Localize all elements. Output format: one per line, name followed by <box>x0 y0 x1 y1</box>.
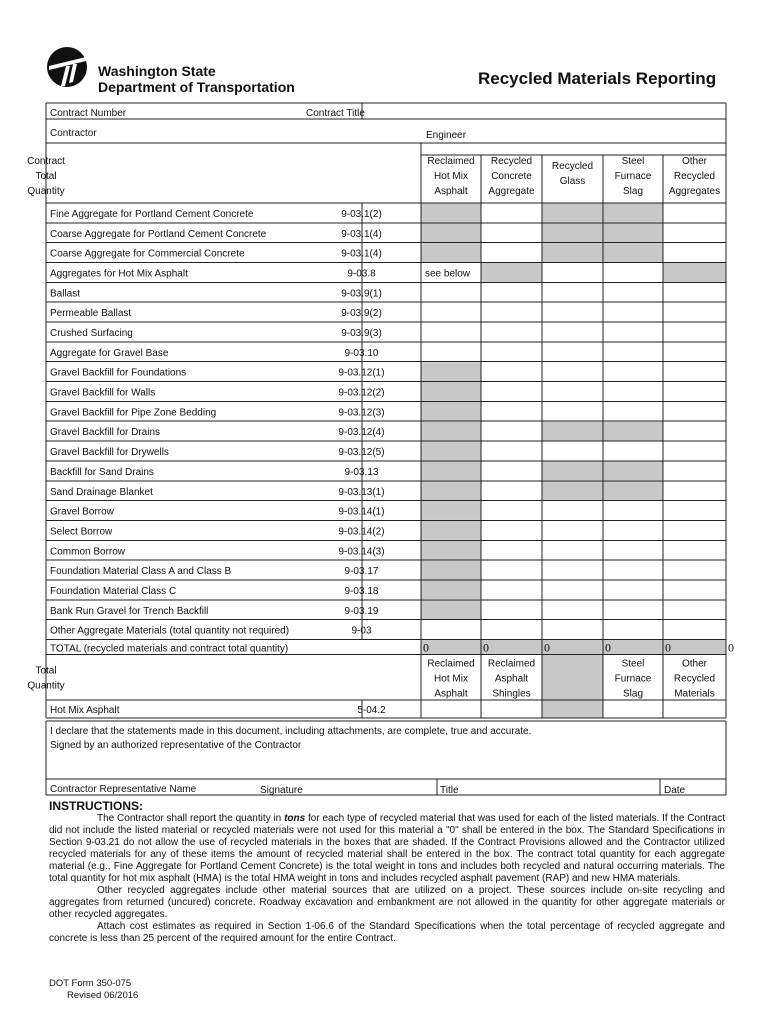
shaded-cell <box>422 243 481 262</box>
shaded-cell <box>422 541 481 560</box>
shaded-cell <box>422 402 481 421</box>
hma-quantity-cell[interactable] <box>603 700 663 718</box>
hma-column-header-5: Other <box>681 658 708 670</box>
hma-column-header-1: Reclaimed <box>427 658 475 670</box>
instructions-paragraph-2: Other recycled aggregates include other material sources that are utilized on a project. These sources include on-site recycling and aggregates from returned (uncured) concrete. Roadway excavation and embankment are not allowed in the quantity for other aggregate materials or other recycled aggregates. <box>49 885 725 920</box>
instructions-heading: INSTRUCTIONS: <box>49 799 143 813</box>
spec-section: 9-03.8 <box>347 268 376 280</box>
reporting-table <box>27 103 734 796</box>
row-label: Crushed Surfacing <box>50 328 133 340</box>
quantity-cell[interactable] <box>481 302 542 322</box>
quantity-cell[interactable] <box>663 223 726 243</box>
row-label: Aggregates for Hot Mix Asphalt <box>50 268 188 280</box>
hma-column-header-6: Total <box>35 665 57 677</box>
quantity-cell[interactable] <box>603 362 663 382</box>
quantity-cell[interactable] <box>421 302 481 322</box>
hma-column-header-4: Steel <box>621 658 645 670</box>
hma-column-header-1: Hot Mix <box>434 673 468 685</box>
quantity-cell[interactable] <box>663 282 726 302</box>
hma-quantity-cell[interactable] <box>663 700 726 718</box>
hma-column-header-6: Quantity <box>27 680 65 692</box>
quantity-cell[interactable] <box>481 441 542 461</box>
row-label: Foundation Material Class A and Class B <box>50 566 232 578</box>
quantity-cell[interactable] <box>603 441 663 461</box>
quantity-cell[interactable] <box>663 461 726 481</box>
column-header-1: Asphalt <box>434 186 468 197</box>
contractor-field[interactable] <box>46 119 421 143</box>
quantity-cell[interactable] <box>481 362 542 382</box>
shaded-cell <box>482 263 542 282</box>
spec-section: 9-03 <box>351 625 372 637</box>
hma-column-header-2: Asphalt <box>494 673 529 685</box>
column-header-4: Furnace <box>614 171 652 182</box>
total-value: 0 <box>544 640 550 655</box>
quantity-cell[interactable] <box>481 382 542 402</box>
shaded-cell <box>604 223 663 242</box>
column-header-5: Recycled <box>673 171 716 182</box>
shaded-cell <box>422 640 481 654</box>
hma-row-label: Hot Mix Asphalt <box>50 705 120 716</box>
quantity-cell[interactable] <box>603 282 663 302</box>
row-label: Gravel Backfill for Drywells <box>50 447 169 459</box>
instructions-paragraph-1: The Contractor shall report the quantity in tons for each type of recycled material that was used for each of the listed materials. If the Contract did not include the listed material or recycled materials were not used for this material a "0" shall be entered in the box. The Standard Specifications in Section 9-03.21 do not allow the use of recycled materials in the boxes that are shaded. If the Contract Provisions allowed and the Contractor utilized recycled materials for any of these items the amount of recycled material shall be entered in the box. The contract total quantity for each aggregate material (e.g., Fine Aggregate for Portland Cement Concrete) is the total weight in tons and includes both recycled and natural occurring materials. The total quantity for hot mix asphalt (HMA) is the total HMA weight in tons and includes recycled asphalt pavement (RAP) and new HMA materials. <box>49 813 726 884</box>
shaded-cell <box>543 204 603 223</box>
agency-name-line1: Washington State <box>98 63 216 79</box>
title-label: Title <box>440 785 459 796</box>
quantity-cell[interactable] <box>542 263 603 283</box>
total-value: 0 <box>665 640 671 655</box>
quantity-cell[interactable] <box>663 580 726 600</box>
quantity-cell[interactable] <box>542 401 603 421</box>
row-label: Coarse Aggregate for Commercial Concrete <box>50 248 245 260</box>
shaded-cell <box>422 223 481 242</box>
shaded-cell <box>604 461 663 480</box>
engineer-field[interactable] <box>421 119 726 143</box>
row-label: Gravel Backfill for Pipe Zone Bedding <box>50 407 217 419</box>
shaded-cell <box>422 521 481 540</box>
spec-section: 9-03.12(3) <box>338 407 385 419</box>
shaded-cell <box>422 382 481 401</box>
row-label: Coarse Aggregate for Portland Cement Concrete <box>50 228 267 240</box>
quantity-cell[interactable] <box>481 421 542 441</box>
signature-field[interactable] <box>256 753 437 779</box>
date-label: Date <box>664 785 686 796</box>
hma-column-header-2: Reclaimed <box>487 658 536 670</box>
shaded-cell <box>422 442 481 461</box>
shaded-cell <box>543 640 603 654</box>
quantity-cell[interactable] <box>663 421 726 441</box>
form-title: Recycled Materials Reporting <box>478 69 717 88</box>
shaded-cell <box>422 481 481 500</box>
hma-column-header-5: Materials <box>674 688 715 700</box>
column-header-5: Other <box>681 156 708 167</box>
quantity-cell[interactable] <box>663 441 726 461</box>
total-value: 0 <box>423 640 429 655</box>
spec-section: 9-03.19 <box>344 605 379 617</box>
shaded-cell <box>604 640 663 654</box>
shaded-cell <box>543 655 603 718</box>
shaded-cell <box>604 204 663 223</box>
quantity-cell[interactable] <box>421 620 481 640</box>
row-label: Gravel Backfill for Walls <box>50 387 156 399</box>
row-label: Foundation Material Class C <box>50 585 177 597</box>
quantity-cell[interactable] <box>481 560 542 580</box>
form-number: DOT Form 350-075 <box>49 978 132 989</box>
shaded-cell <box>422 461 481 480</box>
contract-title-field[interactable] <box>362 103 726 119</box>
quantity-cell[interactable] <box>603 342 663 362</box>
shaded-cell <box>482 640 542 654</box>
wsdot-logo <box>46 46 92 88</box>
spec-section: 9-03.13(1) <box>338 486 385 498</box>
shaded-cell <box>422 204 481 223</box>
column-header-1: Reclaimed <box>427 156 475 167</box>
quantity-cell[interactable] <box>481 600 542 620</box>
spec-section: 9-03.12(4) <box>338 427 385 439</box>
quantity-cell[interactable] <box>542 560 603 580</box>
hma-column-header-4: Slag <box>622 688 644 700</box>
quantity-cell[interactable] <box>663 362 726 382</box>
shaded-cell <box>604 422 663 441</box>
spec-section: 9-03.1(4) <box>341 248 382 260</box>
quantity-cell[interactable] <box>663 322 726 342</box>
quantity-cell[interactable] <box>603 401 663 421</box>
hma-column-header-2: Shingles <box>492 688 531 700</box>
signature-label: Signature <box>260 785 303 796</box>
quantity-cell[interactable] <box>542 382 603 402</box>
spec-section: 9-03.1(2) <box>341 209 382 220</box>
quantity-cell[interactable] <box>481 282 542 302</box>
shaded-cell <box>543 461 603 480</box>
quantity-cell[interactable] <box>603 580 663 600</box>
quantity-cell[interactable] <box>663 620 726 640</box>
column-header-2: Aggregate <box>488 186 535 197</box>
row-label: Common Borrow <box>50 546 126 558</box>
column-header-5: Aggregates <box>668 186 721 197</box>
quantity-cell[interactable] <box>663 481 726 501</box>
row-label: Permeable Ballast <box>50 308 132 320</box>
quantity-cell[interactable] <box>603 620 663 640</box>
quantity-cell[interactable] <box>421 282 481 302</box>
column-header-6: Contract <box>27 156 65 167</box>
quantity-cell[interactable] <box>481 481 542 501</box>
quantity-cell[interactable] <box>542 302 603 322</box>
quantity-cell[interactable] <box>603 382 663 402</box>
shaded-cell <box>422 422 481 441</box>
quantity-cell[interactable] <box>542 540 603 560</box>
shaded-cell <box>604 481 663 500</box>
quantity-cell[interactable] <box>603 263 663 283</box>
quantity-cell[interactable] <box>481 223 542 243</box>
quantity-cell[interactable] <box>542 441 603 461</box>
quantity-cell[interactable] <box>542 282 603 302</box>
rep-name-label: Contractor Representative Name <box>50 784 197 795</box>
hma-column-header-5: Recycled <box>673 673 716 685</box>
row-label: Fine Aggregate for Portland Cement Concrete <box>50 209 254 220</box>
quantity-cell[interactable] <box>481 620 542 640</box>
quantity-cell[interactable] <box>481 243 542 263</box>
revision-date: Revised 06/2016 <box>67 990 139 1001</box>
spec-section: 9-03.14(1) <box>338 506 385 518</box>
spec-section: 9-03.9(3) <box>341 328 382 340</box>
spec-section: 9-03.9(2) <box>341 308 382 320</box>
row-label: Gravel Borrow <box>50 506 114 518</box>
row-label: Ballast <box>50 288 81 300</box>
quantity-cell[interactable] <box>542 600 603 620</box>
quantity-cell[interactable] <box>481 501 542 521</box>
quantity-cell[interactable] <box>663 243 726 263</box>
quantity-cell[interactable] <box>663 203 726 223</box>
shaded-cell <box>543 481 603 500</box>
unit-tons: tons <box>284 813 306 824</box>
rep-name-field[interactable] <box>46 753 256 779</box>
spec-section: 9-03.18 <box>344 585 379 597</box>
row-label: Sand Drainage Blanket <box>50 486 153 498</box>
column-header-2: Concrete <box>491 171 532 182</box>
hma-column-header-4: Furnace <box>614 673 652 685</box>
column-header-1: Hot Mix <box>434 171 468 182</box>
spec-section: 9-03.12(5) <box>338 447 385 459</box>
row-label: Select Borrow <box>50 526 113 538</box>
row-label: Aggregate for Gravel Base <box>50 347 169 359</box>
column-header-3: Recycled <box>551 161 594 172</box>
spec-section: 9-03.12(1) <box>338 367 385 379</box>
quantity-cell[interactable] <box>481 203 542 223</box>
quantity-cell[interactable] <box>421 342 481 362</box>
hma-quantity-cell[interactable] <box>421 700 481 718</box>
form-footer <box>49 978 138 1002</box>
shaded-cell <box>604 243 663 262</box>
quantity-cell[interactable] <box>663 540 726 560</box>
spec-section: 9-03.13 <box>344 466 379 478</box>
shaded-cell <box>543 223 603 242</box>
row-label: Gravel Backfill for Drains <box>50 427 161 439</box>
quantity-cell[interactable] <box>542 580 603 600</box>
quantity-cell[interactable] <box>481 461 542 481</box>
quantity-cell[interactable] <box>481 322 542 342</box>
shaded-cell <box>422 561 481 580</box>
spec-section: 9-03.17 <box>344 566 379 578</box>
instructions-paragraph-3: Attach cost estimates as required in Section 1-06.6 of the Standard Specifications when the total percentage of recycled aggregate and concrete is less than 25 percent of the required amount for the entire Contract. <box>49 921 725 944</box>
column-header-4: Steel <box>621 156 645 167</box>
contract-number-field[interactable] <box>46 103 362 119</box>
quantity-cell[interactable] <box>421 322 481 342</box>
shaded-cell <box>422 580 481 599</box>
column-header-4: Slag <box>622 186 644 197</box>
quantity-cell[interactable] <box>603 322 663 342</box>
quantity-cell[interactable] <box>663 302 726 322</box>
quantity-cell[interactable] <box>542 362 603 382</box>
quantity-cell[interactable] <box>542 322 603 342</box>
quantity-cell[interactable] <box>542 501 603 521</box>
quantity-cell[interactable] <box>663 342 726 362</box>
shaded-cell <box>422 501 481 520</box>
title-field[interactable] <box>437 753 660 779</box>
row-label: Bank Run Gravel for Trench Backfill <box>50 605 209 617</box>
quantity-cell[interactable] <box>663 520 726 540</box>
shaded-cell <box>664 263 726 282</box>
quantity-cell[interactable] <box>603 520 663 540</box>
quantity-cell[interactable] <box>481 520 542 540</box>
row-label: Backfill for Sand Drains <box>50 466 154 478</box>
row-label: Other Aggregate Materials (total quantity not required) <box>50 625 290 637</box>
hma-quantity-cell[interactable] <box>481 700 542 718</box>
quantity-cell[interactable] <box>663 401 726 421</box>
quantity-cell[interactable] <box>481 580 542 600</box>
column-header-6: Total <box>35 171 57 182</box>
spec-section: 9-03.9(1) <box>341 288 382 300</box>
quantity-cell[interactable] <box>481 540 542 560</box>
declaration-signer-note: Signed by an authorized representative of the Contractor <box>50 740 302 751</box>
shaded-cell <box>543 243 603 262</box>
instructions-section <box>49 799 725 945</box>
shaded-cell <box>664 640 726 654</box>
quantity-cell[interactable] <box>663 600 726 620</box>
spec-section: 9-03.14(2) <box>338 526 385 538</box>
quantity-cell[interactable] <box>603 302 663 322</box>
spec-section: 9-03.12(2) <box>338 387 385 399</box>
quantity-cell[interactable] <box>481 342 542 362</box>
date-field[interactable] <box>660 753 726 779</box>
total-value: 0 <box>483 640 489 655</box>
hma-column-header-1: Asphalt <box>434 688 468 700</box>
quantity-cell[interactable] <box>663 382 726 402</box>
spec-section: 9-03.1(4) <box>341 228 382 240</box>
quantity-cell[interactable] <box>542 520 603 540</box>
total-row-label: TOTAL (recycled materials and contract total quantity) <box>50 643 289 655</box>
quantity-cell[interactable] <box>542 342 603 362</box>
hma-spec-section: 5-04.2 <box>357 705 386 716</box>
total-value: 0 <box>605 640 611 655</box>
total-value: 0 <box>728 640 734 655</box>
quantity-cell[interactable] <box>481 401 542 421</box>
shaded-cell <box>422 600 481 619</box>
row-label: Gravel Backfill for Foundations <box>50 367 187 379</box>
quantity-cell[interactable] <box>603 600 663 620</box>
shaded-cell <box>543 422 603 441</box>
quantity-cell[interactable] <box>663 501 726 521</box>
quantity-cell[interactable] <box>663 560 726 580</box>
declaration-statement: I declare that the statements made in this document, including attachments, are complete, true and accurate. <box>50 726 532 737</box>
quantity-cell[interactable] <box>603 540 663 560</box>
spec-section: 9-03.14(3) <box>338 546 385 558</box>
quantity-cell[interactable] <box>603 560 663 580</box>
column-header-3: Glass <box>559 176 586 187</box>
quantity-cell[interactable] <box>603 501 663 521</box>
quantity-cell[interactable] <box>421 263 481 283</box>
column-header-2: Recycled <box>490 156 533 167</box>
quantity-cell[interactable] <box>542 620 603 640</box>
shaded-cell <box>422 362 481 381</box>
column-header-6: Quantity <box>27 186 65 197</box>
spec-section: 9-03.10 <box>344 347 379 359</box>
agency-name-line2: Department of Transportation <box>98 79 295 95</box>
